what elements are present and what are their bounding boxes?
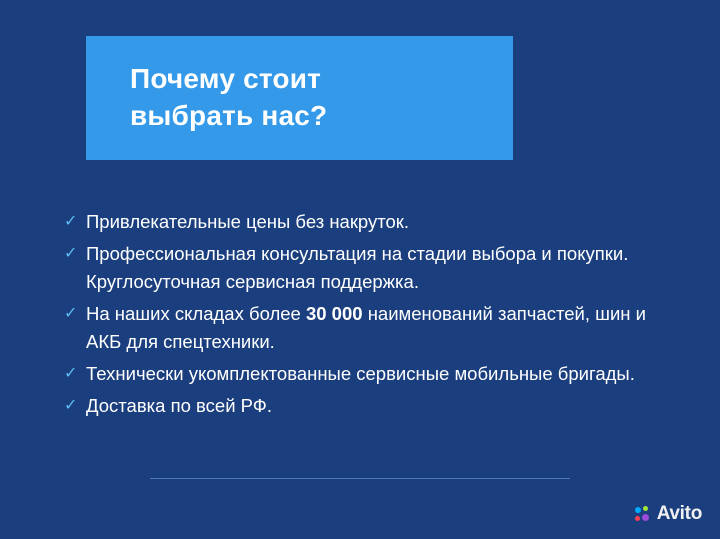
check-icon: ✓ <box>64 365 78 382</box>
list-item <box>64 392 664 420</box>
list-item-text-part: Профессиональная консультация на стадии выбора и покупки. Круглосуточная сервисная поддержка. <box>86 243 629 292</box>
title-line-1: Почему стоит <box>130 63 322 95</box>
check-icon: ✓ <box>64 397 78 414</box>
check-icon: ✓ <box>64 245 78 262</box>
list-item <box>64 208 664 236</box>
bullet-list <box>64 208 664 424</box>
list-item <box>64 300 664 356</box>
list-item-text-part: Привлекательные цены без накруток. <box>86 211 410 232</box>
avito-watermark <box>635 503 702 525</box>
list-item-text <box>86 360 664 388</box>
list-item-text <box>86 240 664 296</box>
list-item-text-part: 30 000 <box>305 303 363 324</box>
check-icon: ✓ <box>64 305 78 322</box>
avito-wordmark: Avito <box>656 503 702 524</box>
list-item-text-part: Технически укомплектованные сервисные мобильные бригады. <box>86 363 635 384</box>
list-item-text-part: Доставка по всей РФ. <box>86 395 273 416</box>
list-item-text <box>86 392 664 420</box>
list-item-text-part: На наших складах более <box>86 303 306 324</box>
title-box <box>86 36 513 160</box>
list-item <box>64 360 664 388</box>
divider-line <box>150 478 570 479</box>
list-item-text <box>86 208 664 236</box>
avito-logo-icon <box>635 506 652 523</box>
title-line-2: выбрать нас? <box>130 100 328 131</box>
check-icon: ✓ <box>64 213 78 230</box>
list-item-text-part: наименований запчастей, шин и АКБ для спецтехники. <box>86 303 646 352</box>
list-item-text <box>86 300 664 356</box>
list-item <box>64 240 664 296</box>
